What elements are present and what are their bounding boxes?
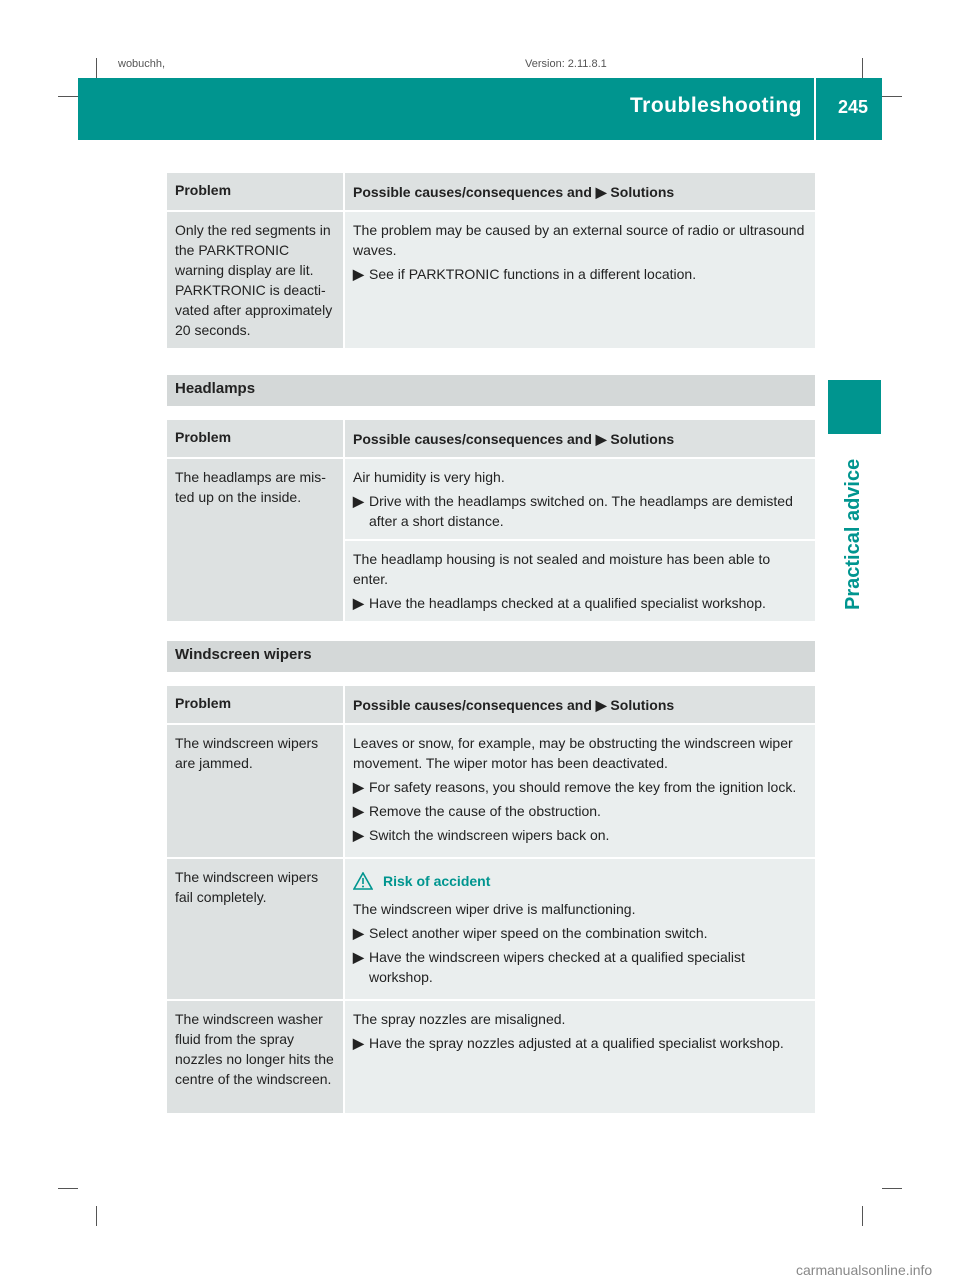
step-item: ▶ Have the spray nozzles adjusted at a qualified specialist workshop.	[353, 1035, 784, 1051]
warning-label: Risk of accident	[383, 873, 491, 889]
arrow-icon: ▶	[353, 827, 364, 843]
solution-cell	[345, 725, 815, 857]
block-divider	[345, 539, 815, 541]
chapter-tab-block	[828, 380, 881, 434]
table-row	[167, 1001, 815, 1113]
solution-cell	[345, 212, 815, 348]
headlamps-table	[167, 375, 815, 621]
arrow-icon: ▶	[353, 779, 364, 795]
column-header-solutions: Possible causes/consequences and ▶ Solutions	[345, 420, 815, 457]
header-divider	[814, 78, 816, 140]
parktronic-table	[167, 173, 815, 348]
cause-text: The spray nozzles are misaligned.	[353, 1011, 566, 1027]
column-header-solutions: Possible causes/consequences and ▶ Solutions	[345, 686, 815, 723]
crop-mark	[862, 1206, 863, 1226]
table-row	[167, 859, 815, 999]
step-item: ▶ Remove the cause of the obstruction.	[353, 803, 601, 819]
solution-cell	[345, 1001, 815, 1113]
arrow-icon: ▶	[353, 595, 364, 611]
crop-mark	[882, 96, 902, 97]
problem-cell: The windscreen wipers fail completely.	[167, 859, 345, 999]
page-header	[78, 78, 882, 140]
crop-mark	[58, 96, 78, 97]
solution-cell	[345, 459, 815, 621]
problem-cell: The windscreen wipers are jammed.	[167, 725, 345, 857]
table-row	[167, 725, 815, 857]
cause-text: Leaves or snow, for example, may be obstructing the windscreen wiper movement. The wiper motor has been deactivated.	[353, 735, 793, 771]
crop-mark	[58, 1188, 78, 1189]
cause-text: The headlamp housing is not sealed and moisture has been able to enter.	[353, 551, 771, 587]
table-row	[167, 459, 815, 621]
cause-text: The problem may be caused by an external source of radio or ultrasound waves.	[353, 222, 805, 258]
step-item: ▶ For safety reasons, you should remove the key from the ignition lock.	[353, 779, 797, 795]
problem-cell: Only the red segments in the PARKTRONIC warning display are lit. PARKTRONIC is deactivated after approximately 20 seconds.	[167, 212, 345, 348]
step-item: ▶ Drive with the headlamps switched on. The headlamps are demisted after a short distance.	[353, 493, 793, 529]
crop-mark	[96, 58, 97, 78]
column-header-solutions: Possible causes/consequences and ▶ Solutions	[345, 173, 815, 210]
arrow-icon: ▶	[353, 925, 364, 941]
chapter-tab	[828, 440, 881, 610]
step-item: ▶ Have the headlamps checked at a qualified specialist workshop.	[353, 595, 766, 611]
warning-triangle-icon	[353, 872, 373, 890]
page-title: Troubleshooting	[630, 94, 802, 117]
arrow-icon: ▶	[353, 493, 364, 509]
arrow-icon: ▶	[353, 1035, 364, 1051]
section-title: Headlamps	[167, 375, 815, 406]
table-row	[167, 212, 815, 348]
page-number: 245	[837, 97, 868, 117]
arrow-icon: ▶	[353, 266, 364, 282]
crop-mark	[96, 1206, 97, 1226]
wipers-table	[167, 641, 815, 1113]
crop-mark	[862, 58, 863, 78]
crop-mark	[882, 1188, 902, 1189]
cause-text: The windscreen wiper drive is malfunctioning.	[353, 901, 636, 917]
arrow-icon: ▶	[353, 803, 364, 819]
warning-notice	[353, 871, 807, 891]
step-item: ▶ Have the windscreen wipers checked at a qualified specialist workshop.	[353, 949, 745, 985]
step-item: ▶ Select another wiper speed on the combination switch.	[353, 925, 708, 941]
solution-cell	[345, 859, 815, 999]
section-title: Windscreen wipers	[167, 641, 815, 672]
chapter-tab-label: Practical advice	[842, 458, 864, 610]
arrow-icon: ▶	[353, 949, 364, 965]
step-item: ▶ Switch the windscreen wipers back on.	[353, 827, 610, 843]
print-meta-right: Version: 2.11.8.1	[525, 58, 607, 70]
column-header-problem: Problem	[167, 420, 345, 457]
print-meta-left: wobuchh,	[118, 58, 166, 70]
column-header-problem: Problem	[167, 686, 345, 723]
watermark: carmanualsonline.info	[796, 1262, 933, 1278]
step-item: ▶ See if PARKTRONIC functions in a different location.	[353, 266, 697, 282]
cause-text: Air humidity is very high.	[353, 469, 505, 485]
problem-cell: The windscreen washer fluid from the spray nozzles no longer hits the centre of the windscreen.	[167, 1001, 345, 1113]
column-header-problem: Problem	[167, 173, 345, 210]
problem-cell: The headlamps are misted up on the inside.	[167, 459, 345, 621]
